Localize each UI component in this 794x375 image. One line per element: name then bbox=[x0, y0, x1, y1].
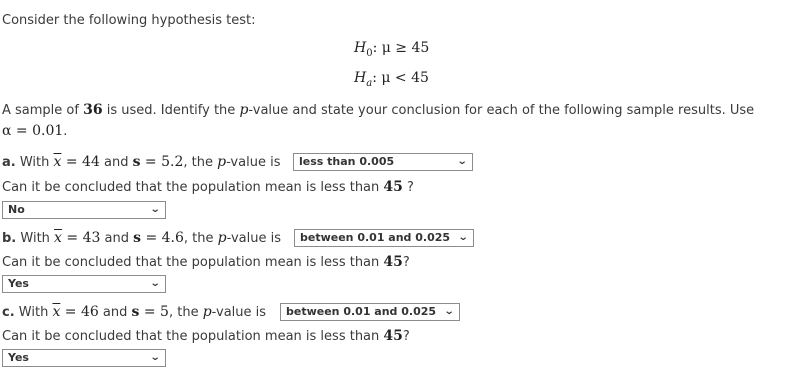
part-b-pvalue-select[interactable]: between 0.01 and 0.025 ⌄ bbox=[294, 229, 474, 247]
part-c-question: Can it be concluded that the population mean is less than 45? bbox=[2, 328, 410, 344]
part-c-pvalue-select[interactable]: between 0.01 and 0.025 ⌄ bbox=[280, 303, 460, 321]
part-b-question: Can it be concluded that the population mean is less than 45? bbox=[2, 254, 410, 270]
null-hypothesis: $H_0$: μ ≥ 45 bbox=[354, 40, 430, 59]
part-a-pvalue-select[interactable]: less than 0.005 ⌄ bbox=[293, 153, 473, 171]
chevron-down-icon: ⌄ bbox=[456, 156, 468, 167]
alternative-hypothesis: $H_a$: μ < 45 bbox=[354, 70, 429, 89]
chevron-down-icon: ⌄ bbox=[443, 306, 455, 317]
alpha-line: α = 0.01. bbox=[2, 123, 68, 139]
chevron-down-icon: ⌄ bbox=[149, 204, 161, 215]
part-b-prompt: b. With $\overline{x} = 43$ and s = 4.6, the p-value is bbox=[2, 230, 281, 246]
part-c-answer-select[interactable]: Yes ⌄ bbox=[2, 349, 166, 367]
intro-text: Consider the following hypothesis test: bbox=[2, 13, 256, 28]
part-a-prompt: a. With $\overline{x} = 44$ and s = 5.2, the p-value is bbox=[2, 154, 281, 170]
part-b-answer-select[interactable]: Yes ⌄ bbox=[2, 275, 166, 293]
chevron-down-icon: ⌄ bbox=[457, 232, 469, 243]
chevron-down-icon: ⌄ bbox=[149, 278, 161, 289]
part-c-prompt: c. With $\overline{x} = 46$ and s = 5, the p-value is bbox=[2, 304, 267, 320]
instructions-line: A sample of 36 is used. Identify the p-value and state your conclusion for each of the following sample results. Use bbox=[2, 102, 755, 118]
part-a-question: Can it be concluded that the population mean is less than 45 ? bbox=[2, 179, 414, 195]
chevron-down-icon: ⌄ bbox=[149, 352, 161, 363]
part-a-answer-select[interactable]: No ⌄ bbox=[2, 201, 166, 219]
